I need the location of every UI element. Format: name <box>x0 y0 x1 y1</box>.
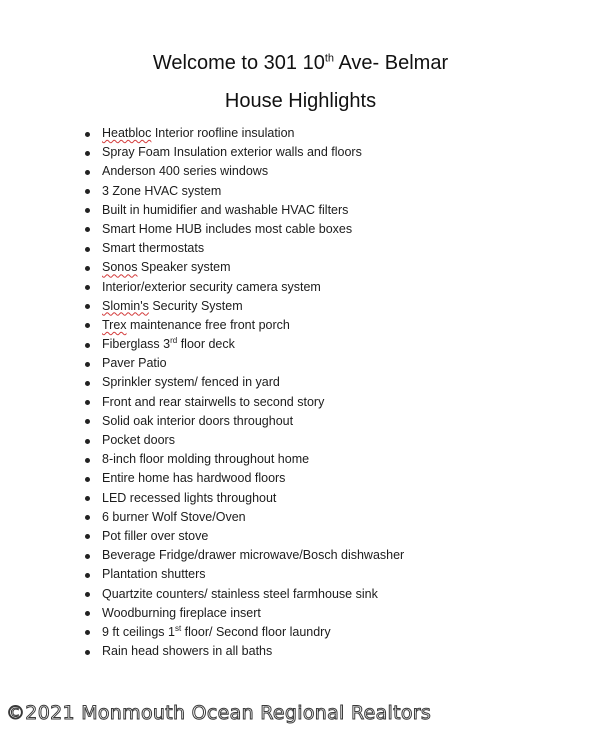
document-title <box>0 50 601 76</box>
bullet-icon <box>85 189 90 194</box>
list-item-text: Interior roofline insulation <box>151 126 295 140</box>
bullet-icon <box>85 496 90 501</box>
title-superscript: th <box>324 52 334 65</box>
bullet-icon <box>85 419 90 424</box>
list-item-text: Built in humidifier and washable HVAC filters <box>102 202 349 217</box>
bullet-icon <box>85 515 90 520</box>
list-item-text: Beverage Fridge/drawer microwave/Bosch dishwasher <box>102 548 405 563</box>
list-item-text: 3 Zone HVAC system <box>102 183 222 198</box>
list-item <box>0 508 404 527</box>
list-item <box>0 489 404 508</box>
list-item-text: 9 ft ceilings 1 <box>102 624 175 639</box>
list-item-text: Spray Foam Insulation exterior walls and floors <box>102 145 362 160</box>
list-item <box>0 239 404 258</box>
list-item <box>0 469 404 488</box>
list-item-text: 6 burner Wolf Stove/Oven <box>102 509 246 524</box>
ordinal-superscript: st <box>174 623 182 633</box>
bullet-icon <box>85 132 90 137</box>
bullet-icon <box>85 630 90 635</box>
list-item-text: Rain head showers in all baths <box>102 644 273 659</box>
list-item <box>0 201 404 220</box>
list-item-text: LED recessed lights throughout <box>102 490 277 505</box>
bullet-icon <box>85 439 90 444</box>
document-subtitle: House Highlights <box>224 90 377 112</box>
list-item-text: Front and rear stairwells to second story <box>102 394 325 409</box>
list-item <box>0 604 404 623</box>
list-item-text: Smart Home HUB includes most cable boxes <box>102 221 353 236</box>
list-item <box>0 354 404 373</box>
list-item-text: Speaker system <box>137 260 231 275</box>
list-item <box>0 431 404 450</box>
bullet-icon <box>85 554 90 559</box>
list-item <box>0 585 404 604</box>
list-item <box>0 393 404 412</box>
list-item <box>0 124 404 143</box>
bullet-icon <box>85 285 90 290</box>
copyright-watermark: ©2021 Monmouth Ocean Regional Realtors <box>6 702 432 724</box>
list-item-text: 8-inch floor molding throughout home <box>102 452 310 467</box>
bullet-icon <box>85 650 90 655</box>
list-item-text: maintenance free front porch <box>126 317 290 332</box>
list-item <box>0 335 404 354</box>
title-prefix: Welcome to 301 10 <box>152 52 325 74</box>
bullet-icon <box>85 381 90 386</box>
list-item-text: Quartzite counters/ stainless steel farmhouse sink <box>102 586 378 601</box>
bullet-icon <box>85 534 90 539</box>
list-item <box>0 297 404 316</box>
list-item-text: Security System <box>148 298 243 313</box>
bullet-icon <box>85 247 90 252</box>
bullet-icon <box>85 477 90 482</box>
list-item <box>0 527 404 546</box>
bullet-icon <box>85 592 90 597</box>
list-item <box>0 412 404 431</box>
bullet-icon <box>85 362 90 367</box>
list-item <box>0 546 404 565</box>
spellcheck-word: Heatbloc <box>102 126 152 140</box>
list-item <box>0 623 404 642</box>
highlights-list <box>0 124 404 661</box>
list-item-text: Entire home has hardwood floors <box>102 471 286 486</box>
list-item <box>0 642 404 661</box>
spellcheck-word: Sonos <box>102 260 138 275</box>
list-item-text: Anderson 400 series windows <box>102 164 269 179</box>
list-item-text: Paver Patio <box>102 356 167 371</box>
list-item-text: Sprinkler system/ fenced in yard <box>102 375 280 390</box>
list-item-text: Pocket doors <box>102 433 175 447</box>
title-suffix: Ave- Belmar <box>334 52 449 74</box>
list-item <box>0 162 404 181</box>
list-item-text: Plantation shutters <box>102 567 206 582</box>
bullet-icon <box>85 343 90 348</box>
list-item <box>0 316 404 335</box>
list-item-text: Pot filler over stove <box>102 528 209 543</box>
bullet-icon <box>85 266 90 271</box>
list-item <box>0 373 404 392</box>
list-item <box>0 565 404 584</box>
list-item-text: Woodburning fireplace insert <box>102 605 261 620</box>
list-item-text: floor/ Second floor laundry <box>181 624 331 639</box>
bullet-icon <box>85 573 90 578</box>
list-item <box>0 278 404 297</box>
bullet-icon <box>85 151 90 156</box>
spellcheck-word: Slomin's <box>102 298 149 313</box>
list-item <box>0 258 404 277</box>
list-item <box>0 450 404 469</box>
list-item <box>0 182 404 201</box>
list-item-text: Solid oak interior doors throughout <box>102 413 294 428</box>
bullet-icon <box>85 170 90 175</box>
bullet-icon <box>85 458 90 463</box>
bullet-icon <box>85 304 90 309</box>
bullet-icon <box>85 227 90 232</box>
bullet-icon <box>85 208 90 213</box>
list-item-text: Fiberglass 3 <box>102 337 171 352</box>
bullet-icon <box>85 400 90 405</box>
list-item-text: Smart thermostats <box>102 241 205 256</box>
list-item <box>0 220 404 239</box>
list-item-text: Interior/exterior security camera system <box>102 279 321 294</box>
list-item <box>0 143 404 162</box>
bullet-icon <box>85 323 90 328</box>
bullet-icon <box>85 611 90 616</box>
ordinal-superscript: rd <box>170 335 178 345</box>
spellcheck-word: Trex <box>102 317 127 332</box>
list-item-text: floor deck <box>177 337 235 352</box>
